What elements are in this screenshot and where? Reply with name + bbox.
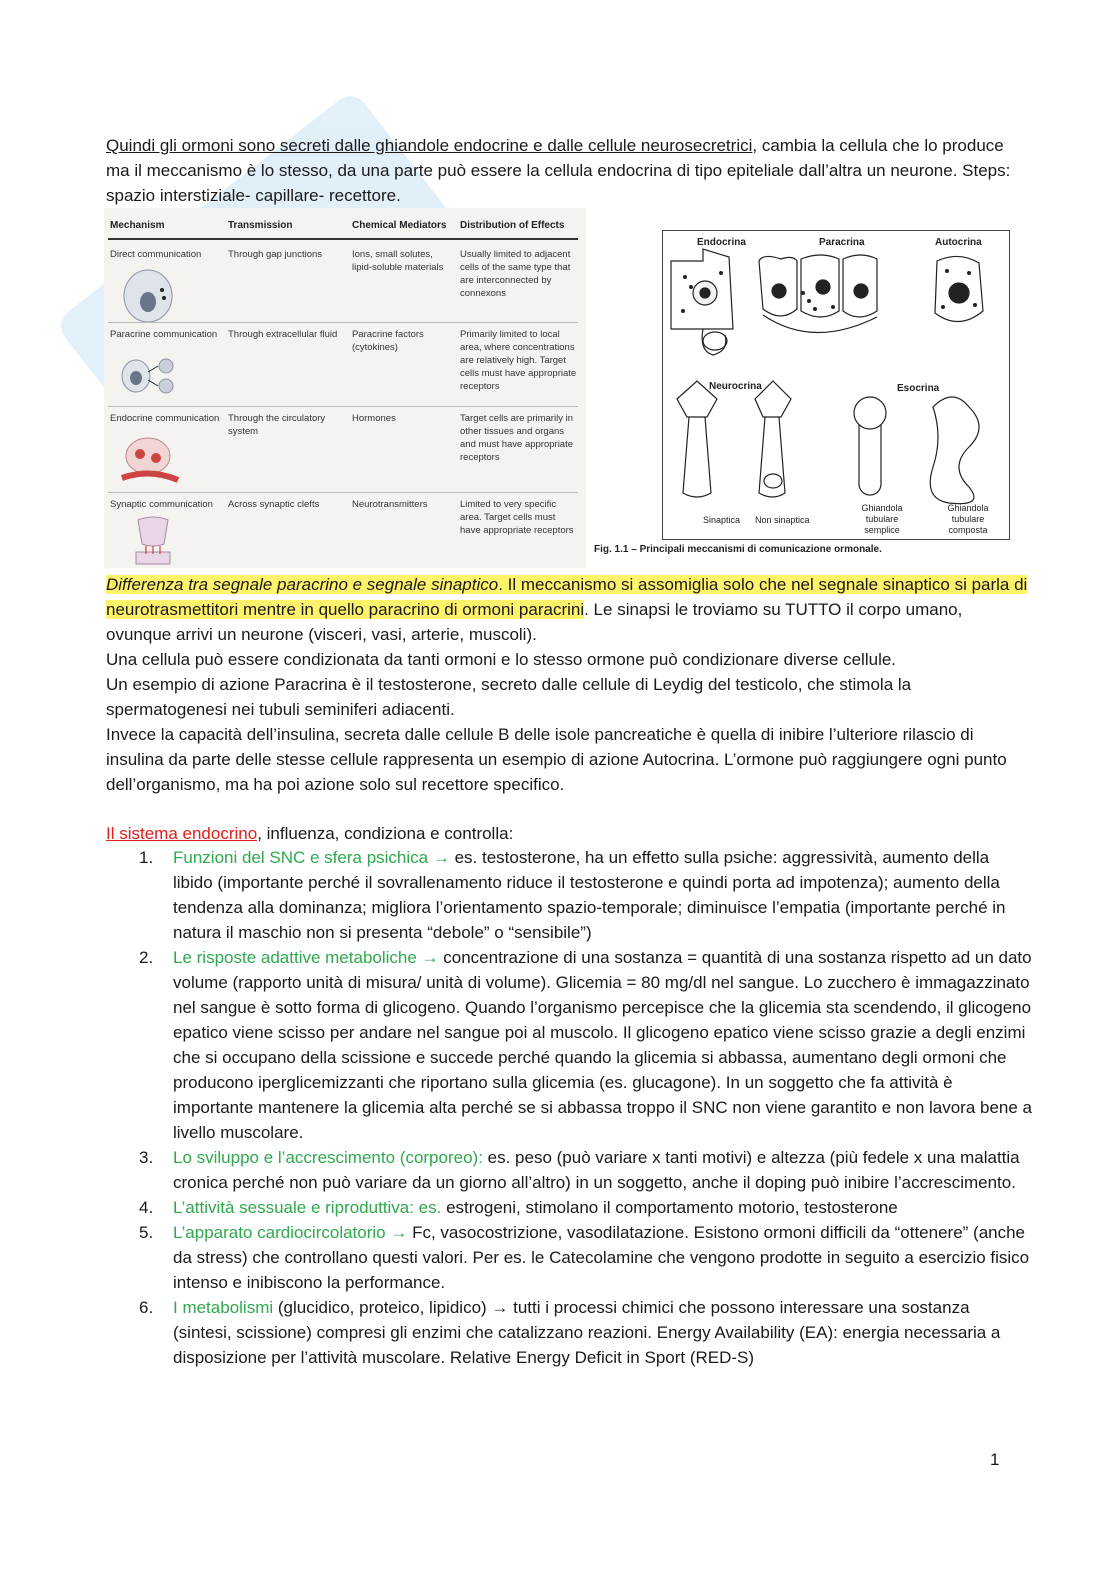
list-item (106, 1295, 1032, 1370)
col-header-mediators: Chemical Mediators (352, 220, 447, 231)
col-header-mechanism: Mechanism (110, 220, 165, 231)
row4-transmission: Across synaptic clefts (228, 499, 320, 510)
row3-effects: Target cells are primarily in other tissues and organs and must have appropriate receptors (460, 413, 574, 463)
cell-illustration-icon (128, 514, 178, 566)
list-text: estrogeni, stimolano il comportamento motorio, testosterone (441, 1198, 898, 1217)
cell-illustration-icon (118, 352, 178, 396)
row1-effects: Usually limited to adjacent cells of the same type that are interconnected by connexons (460, 249, 571, 299)
row2-mechanism: Paracrine communication (110, 329, 218, 340)
list-item (106, 945, 1032, 1145)
list-text: concentrazione di una sostanza = quantità di una sostanza rispetto ad un dato volume (rapporto unità di misura/ unità di volume). Glicemia = 80 mg/dl nel sangue. Lo zucchero è immagazzinato nel sangue è sotto forma di glicogeno. Quando l’organismo percepisce che la glicemia sta scendendo, il glicogeno epatico viene scisso per andare nel sangue poi al muscolo. Il glicogeno epatico viene scisso grazie a degli enzimi che si occupano della scissione e succede perché quando la glicemia si abbassa, aumentano degli ormoni che producono iperglicemizzanti che riportano sulla glicemia (es. glucagone). In un soggetto che fa attività è importante mantenere la glicemia alta perché se si abbassa troppo il SNC non viene garantito e non lavora bene a livello muscolare. (173, 948, 1033, 1142)
row3-mediators: Hormones (352, 413, 396, 424)
label-autocrina: Autocrina (935, 237, 982, 248)
label-non-sinaptica: Non sinaptica (755, 515, 810, 525)
list-text: es. testosterone, ha un effetto sulla psiche: aggressività, aumento della libido (importante perché il sovrallenamento riduce il testosterone e quindi porta ad impotenza); aumento della tendenza alla dominanza; migliora l’orientamento spazio-temporale; diminuisce l’empatia (importante perché in natura il maschio non si presenta “debole” o “sensibile”) (173, 848, 1006, 942)
list-heading: L’apparato cardiocircolatorio → (173, 1223, 408, 1242)
paracrine-synaptic-paragraph (106, 572, 1032, 797)
intro-underlined: Quindi gli ormoni sono secreti dalle ghiandole endocrine e dalle cellule neurosecretrici (106, 136, 753, 155)
list-heading: Le risposte adattive metaboliche → (173, 948, 439, 967)
label-ghiandola-semplice: Ghiandola tubulare semplice (861, 503, 903, 535)
paragraph2-line3: Un esempio di azione Paracrina è il testosterone, secreto dalle cellule di Leydig del testicolo, che stimola la spermatogenesi nei tubuli seminiferi adiacenti. (106, 675, 912, 719)
row1-mechanism: Direct communication (110, 249, 202, 260)
table-rule (108, 238, 578, 240)
endocrine-functions-list (106, 845, 1032, 1370)
list-number: 3. (139, 1148, 154, 1167)
list-item (106, 845, 1032, 945)
row4-mediators: Neurotransmitters (352, 499, 428, 510)
paragraph2-line4: Invece la capacità dell’insulina, secreta dalle cellule B delle isole pancreatiche è quella di inibire l’ulteriore rilascio di insulina da parte delle stesse cellule rappresenta un esempio di azione Autocrina. L’ormone può raggiungere ogni punto dell’organismo, ma ha poi azione solo sul recettore specifico. (106, 725, 1007, 794)
figure-caption: Fig. 1.1 – Principali meccanismi di comunicazione ormonale. (594, 544, 882, 555)
label-endocrina: Endocrina (697, 237, 746, 248)
intro-rest: , cambia la cellula che lo produce ma il meccanismo è lo stesso, da una parte può essere la cellula endocrina di tipo epiteliale dall’altra un neurone. Steps: spazio interstiziale- capillare- recettore. (106, 136, 1011, 205)
section-heading (106, 821, 1032, 846)
label-neurocrina: Neurocrina (709, 381, 762, 392)
section-title-rest: , influenza, condiziona e controlla: (257, 824, 514, 843)
list-number: 2. (139, 948, 154, 967)
label-sinaptica: Sinaptica (703, 515, 741, 525)
label-ghiandola-composta: Ghiandola tubulare composta (947, 503, 989, 535)
list-text: Fc, vasocostrizione, vasodilatazione. Esistono ormoni difficili da “ottenere” (anche da stress) che controllano questi valori. Per es. le Catecolamine che vengono prodotte in seguito a esercizio fisico intenso e inibiscono la performance. (173, 1223, 1030, 1292)
intro-paragraph (106, 133, 1032, 208)
paragraph2-rest: . Le sinapsi le troviamo su TUTTO il corpo umano, ovunque arrivi un neurone (visceri, vasi, arterie, muscoli). (106, 600, 963, 644)
paragraph2-line2: Una cellula può essere condizionata da tanti ormoni e lo stesso ormone può condizionare diverse cellule. (106, 650, 897, 669)
list-item (106, 1145, 1032, 1195)
communication-table-figure (104, 208, 586, 568)
list-heading: Lo sviluppo e l’accrescimento (corporeo): (173, 1148, 483, 1167)
list-heading: L’attività sessuale e riproduttiva: es. (173, 1198, 442, 1217)
highlight-title: Differenza tra segnale paracrino e segnale sinaptico (106, 575, 499, 594)
list-heading: Funzioni del SNC e sfera psichica → (173, 848, 450, 867)
row3-mechanism: Endocrine communication (110, 413, 220, 424)
label-esocrina: Esocrina (897, 383, 940, 394)
row4-effects: Limited to very specific area. Target cells must have appropriate receptors (460, 499, 574, 536)
table-divider (108, 322, 578, 323)
col-header-transmission: Transmission (228, 220, 293, 231)
page-number: 1 (990, 1450, 1000, 1469)
cell-illustration-icon (118, 434, 182, 488)
list-item (106, 1195, 1032, 1220)
list-item (106, 1220, 1032, 1295)
cell-illustration-icon (118, 268, 178, 324)
col-header-effects: Distribution of Effects (460, 220, 565, 231)
row1-transmission: Through gap junctions (228, 249, 323, 260)
row2-effects: Primarily limited to local area, where concentrations are relatively high. Target cells must have appropriate receptors (460, 329, 577, 392)
list-text: (glucidico, proteico, lipidico) → tutti i processi chimici che possono interessare una sostanza (sintesi, scissione) compresi gli enzimi che catalizzano reazioni. Energy Availability (EA): energia necessaria a disposizione per l’attività muscolare. Relative Energy Deficit in Sport (RED-S) (173, 1298, 1001, 1367)
list-heading: I metabolismi (173, 1298, 274, 1317)
list-number: 1. (139, 848, 154, 867)
highlight-body: . Il meccanismo si assomiglia solo che nel segnale sinaptico si parla di neurotrasmettitori mentre in quello paracrino di ormoni paracrini (106, 575, 1028, 619)
row3-transmission: Through the circulatory system (228, 413, 326, 437)
row2-transmission: Through extracellular fluid (228, 329, 338, 340)
table-divider (108, 406, 578, 407)
list-number: 4. (139, 1198, 154, 1217)
section-title: Il sistema endocrino (106, 824, 258, 843)
diagram-box (662, 230, 1010, 540)
table-divider (108, 492, 578, 493)
list-number: 5. (139, 1223, 154, 1242)
label-paracrina: Paracrina (819, 237, 865, 248)
hormone-mechanisms-figure (588, 208, 1020, 558)
row2-mediators: Paracrine factors (cytokines) (352, 329, 424, 353)
list-number: 6. (139, 1298, 154, 1317)
list-text: es. peso (può variare x tanti motivi) e altezza (più fedele x una malattia cronica perché non può variare da un giorno all’altro) in un soggetto, anche il doping può inibire l’accrescimento. (173, 1148, 1020, 1192)
row4-mechanism: Synaptic communication (110, 499, 213, 510)
row1-mediators: Ions, small solutes, lipid-soluble materials (352, 249, 444, 273)
